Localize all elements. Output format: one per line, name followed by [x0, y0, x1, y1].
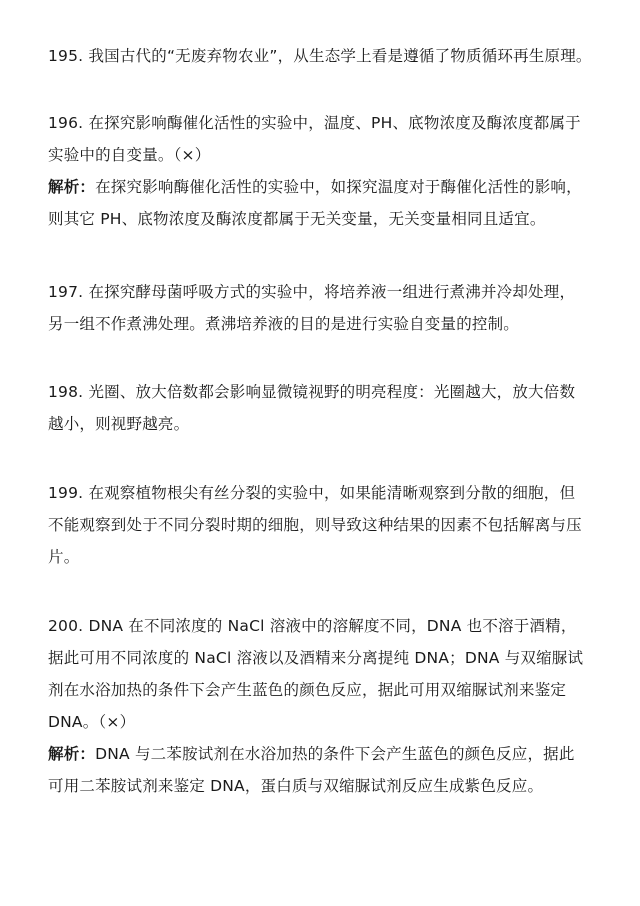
analysis-line — [48, 171, 596, 203]
question-text-line: 199. 在观察植物根尖有丝分裂的实验中，如果能清晰观察到分散的细胞，但 — [48, 484, 576, 502]
question-text-line: 200. DNA 在不同浓度的 NaCl 溶液中的溶解度不同，DNA 也不溶于酒精， — [48, 617, 577, 635]
question-196 — [48, 107, 596, 235]
analysis-line: 可用二苯胺试剂来鉴定 DNA，蛋白质与双缩脲试剂反应生成紫色反应。 — [48, 777, 544, 795]
question-text-line: 据此可用不同浓度的 NaCl 溶液以及酒精来分离提纯 DNA；DNA 与双缩脲试 — [48, 649, 584, 667]
question-198 — [48, 376, 596, 440]
analysis-label: 解析： — [48, 745, 96, 763]
question-text-line: 不能观察到处于不同分裂时期的细胞，则导致这种结果的因素不包括解离与压 — [48, 516, 582, 534]
analysis-line: 则其它 PH、底物浓度及酶浓度都属于无关变量，无关变量相同且适宜。 — [48, 210, 546, 228]
question-text-line: 197. 在探究酵母菌呼吸方式的实验中，将培养液一组进行煮沸并冷却处理， — [48, 283, 576, 301]
analysis-label: 解析： — [48, 178, 96, 196]
question-text-line: 片。 — [48, 548, 80, 566]
question-text-line: DNA。（×） — [48, 713, 136, 731]
question-text-line: 实验中的自变量。（×） — [48, 146, 211, 164]
analysis-text: DNA 与二苯胺试剂在水浴加热的条件下会产生蓝色的颜色反应，据此 — [95, 745, 575, 763]
question-text-line: 195. 我国古代的“无废弃物农业”，从生态学上看是遵循了物质循环再生原理。 — [48, 47, 592, 65]
question-text-line: 196. 在探究影响酶催化活性的实验中，温度、PH、底物浓度及酶浓度都属于 — [48, 114, 581, 132]
question-199 — [48, 477, 596, 573]
question-197 — [48, 276, 596, 340]
question-195 — [48, 40, 596, 72]
question-text-line: 剂在水浴加热的条件下会产生蓝色的颜色反应，据此可用双缩脲试剂来鉴定 — [48, 681, 567, 699]
analysis-line — [48, 738, 596, 770]
question-text-line: 越小，则视野越亮。 — [48, 415, 190, 433]
question-text-line: 198. 光圈、放大倍数都会影响显微镜视野的明亮程度：光圈越大，放大倍数 — [48, 383, 576, 401]
analysis-text: 在探究影响酶催化活性的实验中，如探究温度对于酶催化活性的影响， — [95, 178, 582, 196]
question-text-line: 另一组不作煮沸处理。煮沸培养液的目的是进行实验自变量的控制。 — [48, 315, 520, 333]
question-200 — [48, 610, 596, 802]
